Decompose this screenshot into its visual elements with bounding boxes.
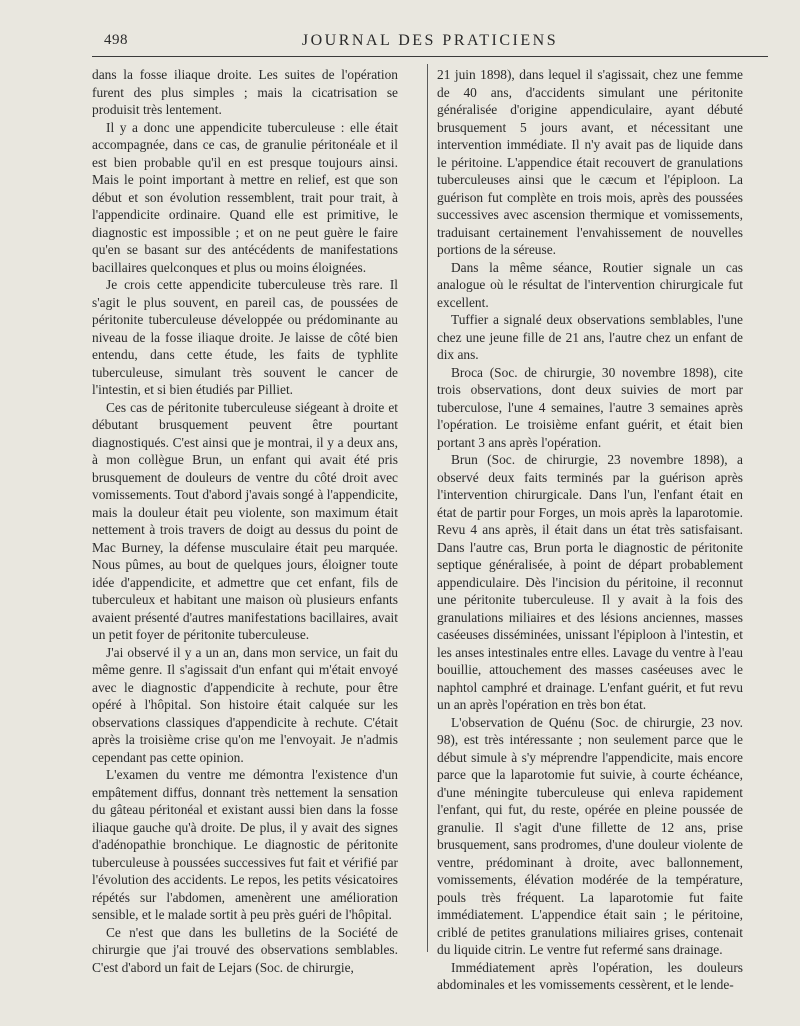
page-number: 498 bbox=[104, 32, 128, 48]
right-column bbox=[437, 66, 743, 994]
paragraph: J'ai observé il y a un an, dans mon service, un fait du même genre. Il s'agissait d'un enfant qui m'était envoyé avec le diagnostic d'appendicite à rechute, pour être opéré à l'hôpital. Son histoire était calquée sur les observations classiques d'appendicite à rechute. C'était après la troisième crise qu'on me l'envoyait. Je n'admis cependant pas cette opinion. bbox=[92, 644, 398, 765]
paragraph: Tuffier a signalé deux observations semblables, l'une chez une jeune fille de 21 ans, l'autre chez un enfant de dix ans. bbox=[437, 312, 743, 362]
paragraph: Broca (Soc. de chirurgie, 30 novembre 1898), cite trois observations, dont deux suivies de mort par tuberculose, l'une 4 semaines, l'autre 3 semaines après l'opération. Le troisième enfant guérit, et était bien portant 3 ans après l'opération. bbox=[437, 364, 743, 450]
column-divider bbox=[427, 64, 428, 952]
paragraph: 21 juin 1898), dans lequel il s'agissait, chez une femme de 40 ans, d'accidents simulant une péritonite généralisée d'origine appendiculaire, ayant débuté brusquement 5 jours avant, et nécessitant une intervention immédiate. Il n'y avait pas de liquide dans le péritoine. L'appendice était recouvert de granulations tuberculeuses ainsi que le cæcum et l'épiploon. La guérison fut complète en trois mois, après des poussées successives avec ascension thermique et vomissements, traduisant certainement l'envahissement de nouvelles portions de la séreuse. bbox=[437, 67, 743, 257]
header-rule bbox=[92, 56, 768, 57]
paragraph: Dans la même séance, Routier signale un cas analogue où le résultat de l'intervention chirurgicale fut excellent. bbox=[437, 259, 743, 310]
running-title: JOURNAL DES PRATICIENS bbox=[301, 32, 559, 49]
paragraph: L'examen du ventre me démontra l'existence d'un empâtement diffus, donnant très nettement la sensation du gâteau péritonéal et existant aussi bien dans la fosse iliaque gauche qu'à droite. De plus, il y avait des signes d'adénopathie bronchique. Le diagnostic de péritonite tuberculeuse à poussées successives fut fait et vérifié par l'évolution des accidents. Le repos, les petits vésicatoires répétés sur l'abdomen, amenèrent une amélioration sensible, et le malade sortit à peu près guéri de l'hôpital. bbox=[92, 767, 398, 922]
paragraph: Je crois cette appendicite tuberculeuse très rare. Il s'agit le plus souvent, en pareil cas, de poussées de péritonite tuberculeuse développée ou prédominante au niveau de la fosse iliaque droite. Je laisse de côté bien entendu, dans cette étude, les faits de typhlite tuberculeuse, simulant très souvent le cancer de l'intestin, et si bien étudiés par Pilliet. bbox=[92, 277, 398, 397]
left-column bbox=[92, 66, 398, 976]
paragraph: Brun (Soc. de chirurgie, 23 novembre 1898), a observé deux faits terminés par la guérison après l'intervention chirurgicale. Dans l'un, l'enfant était en état de partir pour Forges, un mois après la laparotomie. Revu 4 ans après, il était dans un état très satisfaisant. Dans l'autre cas, Brun porta le diagnostic de péritonite septique généralisée, à point de départ probablement appendiculaire. Dès l'incision du péritoine, il reconnut une péritonite tuberculeuse. Il y avait à la fois des granulations miliaires et des lésions anciennes, masses caséeuses disséminées, unissant l'épiploon à l'intestin, et les anses intestinales entre elles. Lavage du ventre à l'eau bouillie, attouchement des masses caséeuses avec le naphtol camphré et drainage. L'enfant guérit, et fut revu un an après l'opération en très bon état. bbox=[437, 452, 743, 712]
page-header bbox=[92, 28, 768, 52]
paragraph: dans la fosse iliaque droite. Les suites de l'opération furent des plus simples ; mais la cicatrisation se produisit très lentement. bbox=[92, 67, 398, 117]
paragraph: Ce n'est que dans les bulletins de la Société de chirurgie que j'ai trouvé des observations semblables. C'est d'abord un fait de Lejars (Soc. de chirurgie, bbox=[92, 924, 398, 975]
paragraph: Il y a donc une appendicite tuberculeuse : elle était accompagnée, dans ce cas, de granulie péritonéale et il est bien probable qu'il en est presque toujours ainsi. Mais le point important à mettre en relief, est que son début et son évolution ressemblent, trait pour trait, à l'appendicite ordinaire. Quand elle est primitive, le diagnostic est impossible ; et on ne peut guère le faire qu'en se basant sur des antécédents de manifestations bacillaires quelconques et plus ou moins éloignées. bbox=[92, 119, 398, 275]
paragraph: Immédiatement après l'opération, les douleurs abdominales et les vomissements cessèrent, et le lende- bbox=[437, 959, 743, 992]
paragraph: L'observation de Quénu (Soc. de chirurgie, 23 nov. 98), est très intéressante ; non seulement parce que le début simule à s'y méprendre l'appendicite, mais encore parce que la laparotomie fut suivie, à courte échéance, d'une méningite tuberculeuse qui enleva rapidement l'enfant, qui fut, du reste, opérée en pleine poussée de granulie. Il s'agit d'une fillette de 12 ans, prise brusquement, sans prodromes, d'une douleur violente de ventre, prédominant à droite, avec ballonnement, vomissements, élévation modérée de la température, pouls très fréquent. La laparotomie fut faite immédiatement. L'appendice était sain ; le péritoine, criblé de petites granulations miliaires grises, contenait du liquide citrin. Le ventre fut refermé sans drainage. bbox=[437, 714, 743, 957]
paragraph: Ces cas de péritonite tuberculeuse siégeant à droite et débutant brusquement peuvent être pourtant diagnostiqués. C'est ainsi que je montrai, il y a deux ans, à mon collègue Brun, un enfant qui avait été pris brusquement de douleurs de ventre du côté droit avec vomissements. Tout d'abord j'avais songé à l'appendicite, mais la douleur était peu violente, son maximum était nettement à trois travers de doigt au dessus du point de Mac Burney, la défense musculaire était peu marquée. Nous pûmes, au bout de quelques jours, éloigner toute idée d'appendicite, et admettre que cet enfant, fils de tuberculeux et habitant une maison où plusieurs enfants avaient présenté d'autres manifestations bacillaires, avait un petit foyer de péritonite tuberculeuse. bbox=[92, 399, 398, 642]
